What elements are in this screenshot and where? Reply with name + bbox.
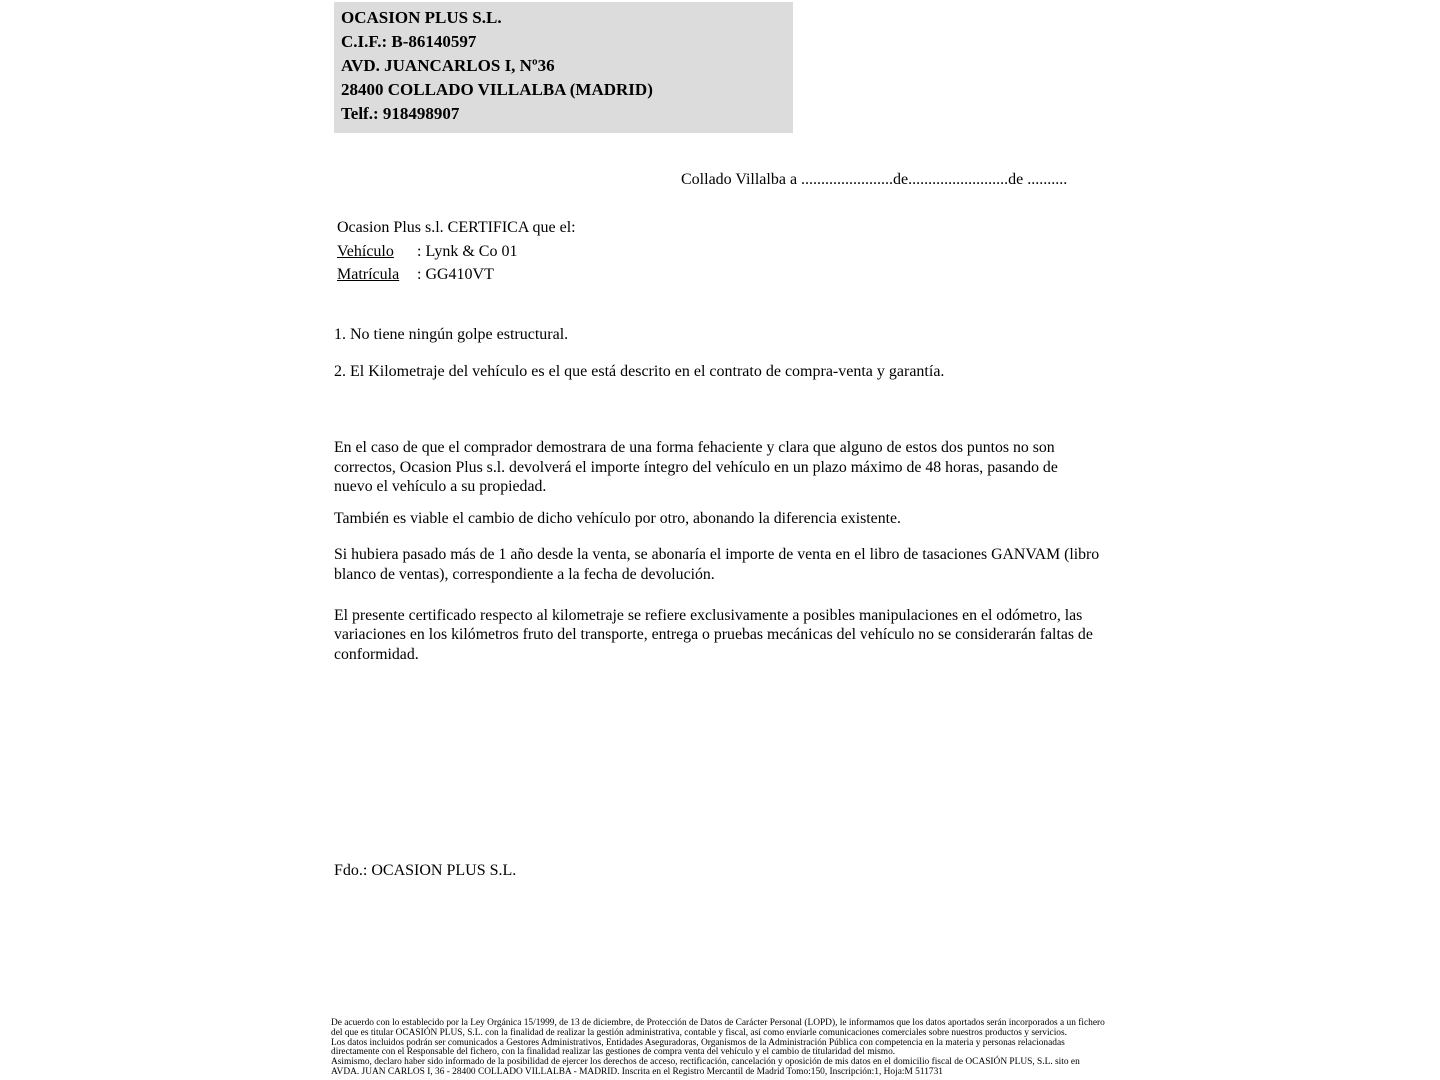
plate-label: Matrícula [337, 266, 400, 283]
date-line: Collado Villalba a .......................de.........................de .......... [681, 171, 1068, 188]
paragraph-odometer: El presente certificado respecto al kilometraje se refiere exclusivamente a posibles manipulaciones en el odómetro, las variaciones en los kilómetros fruto del transporte, entrega o pruebas mecánicas del vehículo no se considerarán faltas de conformidad. [334, 606, 1093, 663]
paragraph-exchange: También es viable el cambio de dicho vehículo por otro, abonando la diferencia existente. [334, 509, 901, 527]
company-name: OCASION PLUS S.L. [341, 8, 502, 27]
company-phone: Telf.: 918498907 [341, 104, 460, 123]
company-city: 28400 COLLADO VILLALBA (MADRID) [341, 80, 653, 99]
legal-paragraph-rights: Asimismo, declaro haber sido informado de la posibilidad de ejercer los derechos de acceso, rectificación, cancelación y oposición de mis datos en el domicilio fiscal de OCASIÓN PLUS, S.L. sito en AVDA. JUAN CARLOS I, 36 - 28400 COLLADO VILLALBA - MADRID. Inscrita en el Registro Mercantil de Madrid Tomo:150, Inscripción:1, Hoja:M 511731 [331, 1057, 1080, 1077]
point-2: 2. El Kilometraje del vehículo es el que está descrito en el contrato de compra-venta y garantía. [334, 363, 945, 380]
legal-paragraph-lopd: De acuerdo con lo establecido por la Ley Orgánica 15/1999, de 13 de diciembre, de Protección de Datos de Carácter Personal (LOPD), le informamos que los datos aportados serán incorporados a un fichero del que es titular OCASIÓN PLUS, S.L. con la finalidad de realizar la gestión administrativa, contable y fiscal, así como enviarle comunicaciones comerciales sobre nuestros productos y servicios. [331, 1018, 1105, 1038]
terms-paragraphs [334, 438, 1100, 664]
company-header-box [334, 2, 793, 133]
certified-points [334, 325, 1114, 399]
vehicle-line [337, 240, 576, 264]
legal-paragraph-data-sharing: Los datos incluidos podrán ser comunicados a Gestores Administrativos, Entidades Aseguradoras, Organismos de la Administración Pública con competencia en la materia y personas relacionadas directamente con el Responsable del fichero, con la finalidad realizar las gestiones de compra venta del vehículo y el cambio de titularidad del mismo. [331, 1037, 1065, 1058]
paragraph-refund: En el caso de que el comprador demostrara de una forma fehaciente y clara que alguno de estos dos puntos no son correctos, Ocasion Plus s.l. devolverá el importe íntegro del vehículo en un plazo máximo de 48 horas, pasando de nuevo el vehículo a su propiedad. [334, 439, 1058, 496]
certifica-intro: Ocasion Plus s.l. CERTIFICA que el: [337, 219, 576, 236]
certification-block [337, 216, 576, 287]
plate-line [337, 263, 576, 287]
plate-value: : GG410VT [417, 266, 494, 283]
signature-line: Fdo.: OCASION PLUS S.L. [334, 862, 517, 879]
legal-footer [331, 1019, 1105, 1078]
company-address: AVD. JUANCARLOS I, Nº36 [341, 56, 555, 75]
company-cif: C.I.F.: B-86140597 [341, 32, 477, 51]
vehicle-label: Vehículo [337, 242, 394, 260]
point-1: 1. No tiene ningún golpe estructural. [334, 326, 569, 343]
vehicle-value: : Lynk & Co 01 [417, 242, 518, 260]
paragraph-ganvam: Si hubiera pasado más de 1 año desde la venta, se abonaría el importe de venta en el libro de tasaciones GANVAM (libro blanco de ventas), correspondiente a la fecha de devolución. [334, 546, 1100, 583]
